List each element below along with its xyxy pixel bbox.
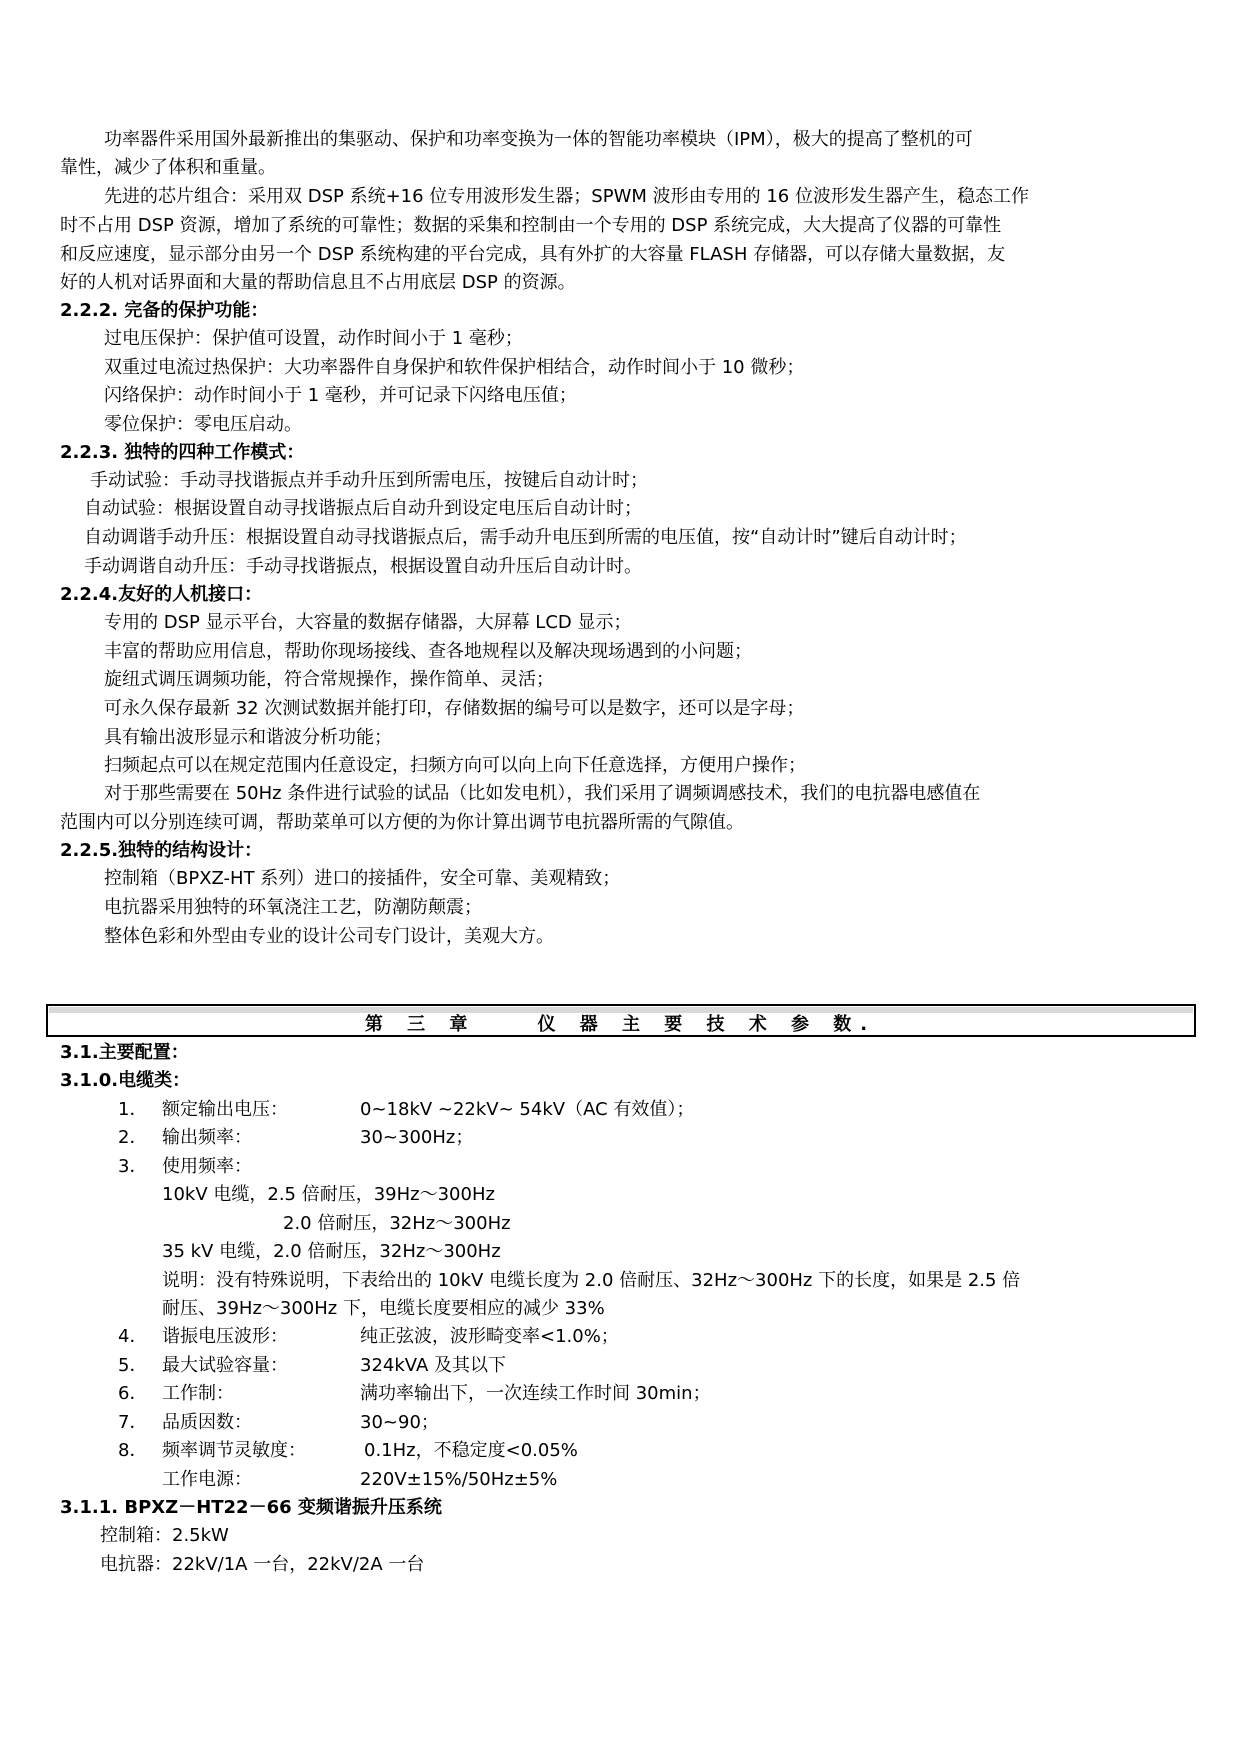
section-heading: 3.1.主要配置： bbox=[60, 1042, 189, 1063]
item-value: 30~90； bbox=[360, 1412, 439, 1433]
paragraph-line: 好的人机对话界面和大量的帮助信息且不占用底层 DSP 的资源。 bbox=[60, 272, 576, 293]
list-item: 电抗器采用独特的环氧浇注工艺，防潮防颠震； bbox=[104, 897, 482, 918]
freq-note: 耐压、39Hz～300Hz 下，电缆长度要相应的减少 33% bbox=[162, 1298, 605, 1319]
list-item: 自动调谐手动升压：根据设置自动寻找谐振点后，需手动升电压到所需的电压值，按“自动计时”键后自动计时； bbox=[84, 527, 967, 548]
item-value: 纯正弦波，波形畸变率<1.0%； bbox=[360, 1326, 619, 1347]
list-item: 自动试验：根据设置自动寻找谐振点后自动升到设定电压后自动计时； bbox=[84, 498, 642, 519]
config-line: 控制箱：2.5kW bbox=[100, 1525, 229, 1546]
list-item: 对于那些需要在 50Hz 条件进行试验的试品（比如发电机），我们采用了调频调感技术，我们的电抗器电感值在 bbox=[104, 783, 981, 804]
section-heading: 3.1.1. BPXZ－HT22－66 变频谐振升压系统 bbox=[60, 1497, 442, 1518]
freq-line: 35 kV 电缆，2.0 倍耐压，32Hz～300Hz bbox=[162, 1241, 501, 1262]
item-number: 7． bbox=[118, 1412, 148, 1433]
list-item: 范围内可以分别连续可调，帮助菜单可以方便的为你计算出调节电抗器所需的气隙值。 bbox=[60, 812, 744, 833]
item-label: 工作电源： bbox=[162, 1469, 252, 1490]
list-item: 过电压保护：保护值可设置，动作时间小于 1 毫秒； bbox=[104, 328, 523, 349]
config-line: 电抗器：22kV/1A 一台，22kV/2A 一台 bbox=[100, 1554, 425, 1575]
paragraph-line: 功率器件采用国外最新推出的集驱动、保护和功率变换为一体的智能功率模块（IPM），极大的提高了整机的可 bbox=[104, 129, 973, 150]
freq-note: 说明：没有特殊说明，下表给出的 10kV 电缆长度为 2.0 倍耐压、32Hz～300Hz 下的长度，如果是 2.5 倍 bbox=[162, 1270, 1021, 1291]
list-item: 丰富的帮助应用信息，帮助你现场接线、查各地规程以及解决现场遇到的小问题； bbox=[104, 641, 752, 662]
paragraph-line: 靠性，减少了体积和重量。 bbox=[60, 157, 276, 178]
item-value: 0.1Hz，不稳定度<0.05% bbox=[364, 1440, 578, 1461]
list-item: 专用的 DSP 显示平台，大容量的数据存储器，大屏幕 LCD 显示； bbox=[104, 612, 632, 633]
paragraph-line: 先进的芯片组合：采用双 DSP 系统+16 位专用波形发生器；SPWM 波形由专用的 16 位波形发生器产生，稳态工作 bbox=[104, 186, 1029, 207]
list-item: 双重过电流过热保护：大功率器件自身保护和软件保护相结合，动作时间小于 10 微秒； bbox=[104, 357, 805, 378]
item-label: 谐振电压波形： bbox=[162, 1326, 288, 1347]
item-label: 额定输出电压： bbox=[162, 1099, 288, 1120]
list-item: 手动调谐自动升压：手动寻找谐振点，根据设置自动升压后自动计时。 bbox=[84, 556, 642, 577]
section-heading: 2.2.3. 独特的四种工作模式： bbox=[60, 442, 305, 463]
item-value: 220V±15%/50Hz±5% bbox=[360, 1469, 558, 1490]
item-value: 满功率输出下，一次连续工作时间 30min； bbox=[360, 1383, 711, 1404]
list-item: 旋纽式调压调频功能，符合常规操作，操作简单、灵活； bbox=[104, 669, 554, 690]
item-value: 0~18kV ~22kV~ 54kV（AC 有效值）； bbox=[360, 1099, 695, 1120]
item-label: 最大试验容量： bbox=[162, 1355, 288, 1376]
list-item: 扫频起点可以在规定范围内任意设定，扫频方向可以向上向下任意选择，方便用户操作； bbox=[104, 755, 806, 776]
list-item: 手动试验：手动寻找谐振点并手动升压到所需电压，按键后自动计时； bbox=[90, 470, 648, 491]
section-heading: 2.2.5.独特的结构设计： bbox=[60, 840, 263, 861]
section-heading: 3.1.0.电缆类： bbox=[60, 1070, 191, 1091]
item-number: 6． bbox=[118, 1383, 148, 1404]
list-item: 闪络保护：动作时间小于 1 毫秒，并可记录下闪络电压值； bbox=[104, 385, 577, 406]
item-value: 324kVA 及其以下 bbox=[360, 1355, 506, 1376]
item-number: 1． bbox=[118, 1099, 148, 1120]
list-item: 零位保护：零电压启动。 bbox=[104, 414, 302, 435]
chapter-title: 第 三 章 仪 器 主 要 技 术 参 数. bbox=[364, 1014, 877, 1035]
item-label: 输出频率： bbox=[162, 1127, 252, 1148]
paragraph-line: 时不占用 DSP 资源，增加了系统的可靠性；数据的采集和控制由一个专用的 DSP 系统完成，大大提高了仪器的可靠性 bbox=[60, 215, 1002, 236]
freq-line: 2.0 倍耐压，32Hz～300Hz bbox=[283, 1213, 511, 1234]
item-number: 4． bbox=[118, 1326, 148, 1347]
list-item: 具有输出波形显示和谐波分析功能； bbox=[104, 727, 392, 748]
list-item: 整体色彩和外型由专业的设计公司专门设计，美观大方。 bbox=[104, 926, 554, 947]
item-value: 30~300Hz； bbox=[360, 1127, 474, 1148]
list-item: 可永久保存最新 32 次测试数据并能打印，存储数据的编号可以是数字，还可以是字母； bbox=[104, 698, 805, 719]
paragraph-line: 和反应速度，显示部分由另一个 DSP 系统构建的平台完成，具有外扩的大容量 FLASH 存储器，可以存储大量数据，友 bbox=[60, 244, 1006, 265]
section-heading: 2.2.2. 完备的保护功能： bbox=[60, 300, 269, 321]
item-number: 2． bbox=[118, 1127, 148, 1148]
item-number: 3． bbox=[118, 1156, 148, 1177]
section-heading: 2.2.4.友好的人机接口： bbox=[60, 584, 263, 605]
list-item: 控制箱（BPXZ-HT 系列）进口的接插件，安全可靠、美观精致； bbox=[104, 868, 621, 889]
item-label: 品质因数： bbox=[162, 1412, 252, 1433]
item-number: 8． bbox=[118, 1440, 148, 1461]
item-number: 5． bbox=[118, 1355, 148, 1376]
item-label: 频率调节灵敏度： bbox=[162, 1440, 306, 1461]
item-label: 工作制： bbox=[162, 1383, 234, 1404]
item-label: 使用频率： bbox=[162, 1156, 252, 1177]
freq-line: 10kV 电缆，2.5 倍耐压，39Hz～300Hz bbox=[162, 1184, 495, 1205]
